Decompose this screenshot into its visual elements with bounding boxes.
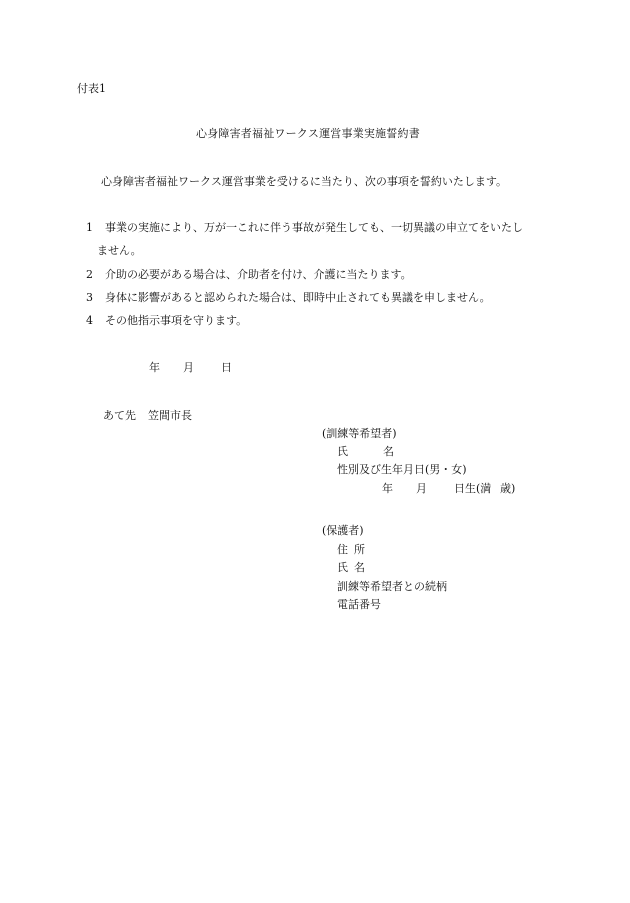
date-month-label: 月 bbox=[183, 361, 194, 374]
clause-2 bbox=[86, 269, 412, 280]
trainee-name-label bbox=[337, 446, 394, 457]
trainee-section-header: (訓練等希望者) bbox=[322, 427, 397, 440]
birth-year-label: 年 bbox=[382, 482, 393, 495]
clause-1-continuation: ません。 bbox=[97, 244, 142, 257]
clause-number: 3 bbox=[86, 291, 93, 304]
birth-age-label: 歳) bbox=[500, 482, 516, 495]
clause-number: 4 bbox=[86, 314, 93, 327]
birth-day-label: 日生(満 bbox=[454, 482, 492, 495]
guardian-phone-label: 電話番号 bbox=[337, 598, 381, 611]
guardian-address-label bbox=[337, 544, 365, 555]
trainee-birth-line bbox=[382, 483, 515, 494]
date-year-label: 年 bbox=[149, 361, 160, 374]
name-label-part: 名 bbox=[383, 445, 394, 458]
name-label-part: 名 bbox=[354, 561, 365, 574]
birth-month-label: 月 bbox=[416, 482, 427, 495]
appendix-label: 付表1 bbox=[77, 82, 106, 95]
addressee bbox=[103, 410, 192, 421]
clause-number: 2 bbox=[86, 268, 93, 281]
date-day-label: 日 bbox=[221, 361, 232, 374]
name-label-part: 氏 bbox=[337, 445, 348, 458]
address-label-part: 住 bbox=[337, 543, 348, 556]
date-line bbox=[149, 362, 232, 373]
name-label-part: 氏 bbox=[337, 561, 348, 574]
clause-number: 1 bbox=[86, 221, 93, 234]
clause-text: 身体に影響があると認められた場合は、即時中止されても異議を申しません。 bbox=[105, 291, 491, 304]
trainee-gender-birth-label: 性別及び生年月日(男・女) bbox=[337, 463, 467, 476]
guardian-name-label bbox=[337, 562, 365, 573]
addressee-label: あて先 bbox=[103, 409, 136, 422]
clause-3 bbox=[86, 292, 491, 303]
clause-1 bbox=[86, 222, 523, 233]
address-label-part: 所 bbox=[354, 543, 365, 556]
clause-text: 介助の必要がある場合は、介助者を付け、介護に当たります。 bbox=[105, 268, 412, 281]
clause-text: 事業の実施により、万が一これに伴う事故が発生しても、一切異議の申立てをいたし bbox=[105, 221, 523, 234]
addressee-name: 笠間市長 bbox=[148, 409, 192, 422]
document-title: 心身障害者福祉ワークス運営事業実施誓約書 bbox=[196, 127, 420, 140]
clause-4 bbox=[86, 315, 247, 326]
clause-text: その他指示事項を守ります。 bbox=[105, 314, 248, 327]
guardian-section-header: (保護者) bbox=[322, 524, 364, 537]
guardian-relation-label: 訓練等希望者との続柄 bbox=[337, 580, 447, 593]
intro-paragraph: 心身障害者福祉ワークス運営事業を受けるに当たり、次の事項を誓約いたします。 bbox=[101, 175, 508, 188]
